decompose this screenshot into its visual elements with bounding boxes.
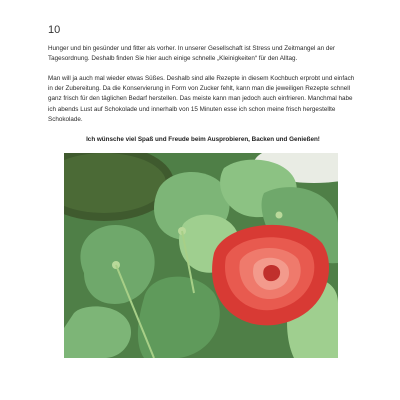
paragraph-intro: Hunger und bin gesünder und fitter als vorher. In unserer Gesellschaft ist Stress und Zeitmangel an der Tagesordnung. Deshalb finden Sie hier auch einige schnelle „Kleinigkeiten“ für den Alltag. [48,45,336,63]
leaf [64,306,131,358]
salad-photo [64,153,338,358]
paragraph-sweets: Man will ja auch mal wieder etwas Süßes. Deshalb sind alle Rezepte in diesem Kochbuch erprobt und einfach in der Zubereitung. Da die Konservierung in Form von Zucker fehlt, kann man die jeweiligen Rezepte schnell ganz frisch für den täglichen Bedarf herstellen. Das meiste kann man jedoch auch einfrieren. Manchmal habe ich abends Lust auf Schokolade und innerhalb von 15 Minuten esse ich schon meine frisch hergestellte Schokolade. [48,75,355,123]
salad-illustration [64,153,338,358]
closing-line: Ich wünsche viel Spaß und Freude beim Ausprobieren, Backen und Genießen! [86,136,320,143]
leaf-center [276,212,283,219]
page-number: 10 [48,24,61,36]
